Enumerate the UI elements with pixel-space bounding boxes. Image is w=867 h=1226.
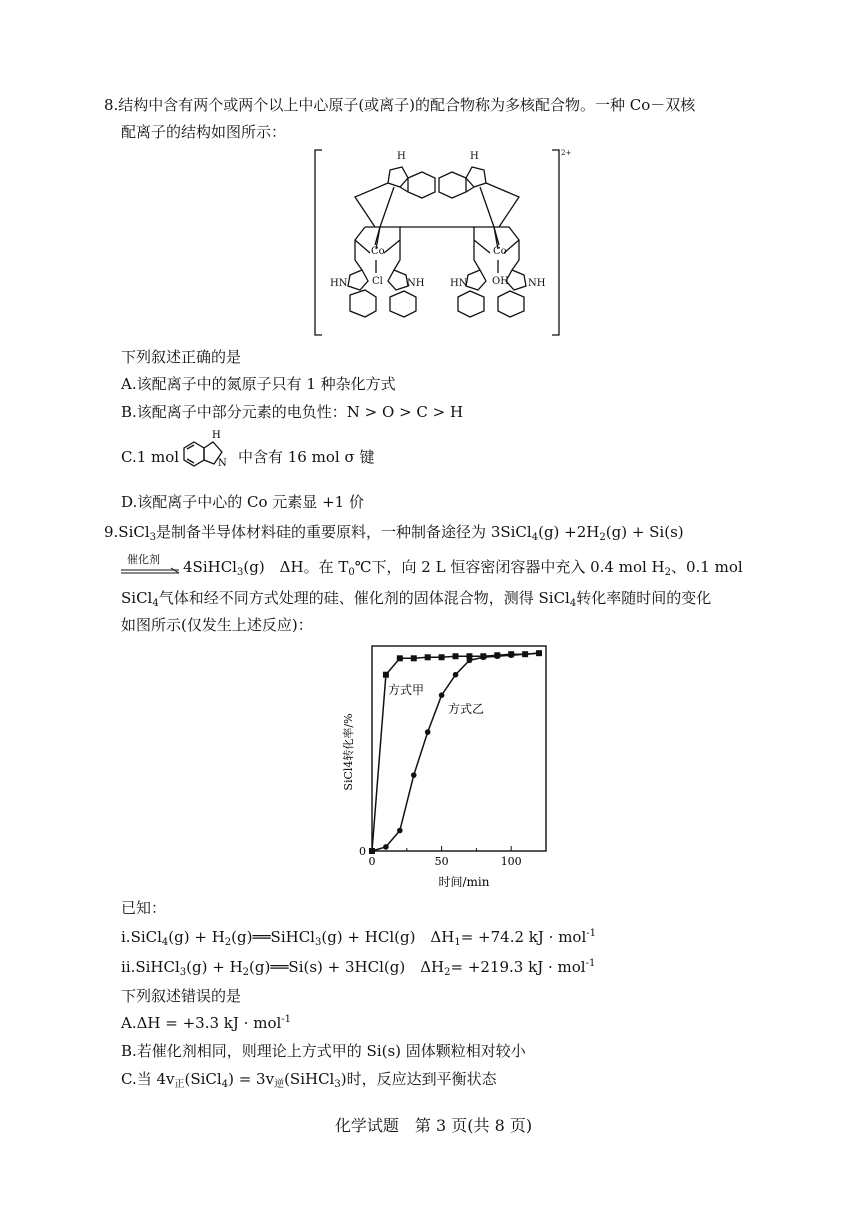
q8-stem-line2: 配离子的结构如图所示： [121, 123, 287, 141]
co-right: Co [493, 246, 507, 257]
co-binuclear-structure [310, 145, 580, 340]
series-1-point-5 [439, 692, 445, 698]
series-0-point-1 [383, 672, 389, 678]
x-tick-label-0: 0 [368, 855, 376, 868]
benzimidazole-icon [180, 428, 238, 478]
q9-eq2: ⅱ.SiHCl$_3$(g) + $H_2(g)══Si(s) + 3HCl(g)$ $\Delta H_2= +219.3$ kJ · mol$^{-1}$ [121, 958, 596, 978]
series-1-point-2 [397, 828, 403, 834]
series-1-point-1 [383, 844, 389, 850]
q9-stem-line2: 4SiHCl$_3$(g) ΔH。在 $T_0℃$下，向 2 L 恒容密闭容器中充入 0.4 mol $H_2$、0.1 mol [183, 558, 743, 578]
nh-mid-left: NH [407, 278, 425, 289]
series-0-point-6 [453, 653, 459, 659]
page-footer: 化学试题 第 3 页(共 8 页) [334, 1116, 533, 1135]
hn-mid-right: HN [450, 278, 468, 289]
q9-eq1: ⅰ.SiCl$_4$(g) + $H_2(g)══SiHCl_3(g) + HCl(g)$ $\Delta H_1= +74.2$ kJ · mol$^{-1}$ [121, 928, 596, 948]
q8-option-a: A.该配离子中的氮原子只有 1 种杂化方式 [121, 375, 396, 393]
oh-label: OH [492, 276, 509, 287]
q9-stem-line4: 如图所示(仅发生上述反应)： [121, 616, 313, 634]
y-axis-label: SiCl4转化率/% [342, 713, 355, 791]
series-1-point-6 [453, 672, 459, 678]
x-tick-label-1: 50 [434, 855, 449, 868]
series-1-point-12 [536, 650, 542, 656]
q9-stem-line3: SiCl$_4$气体和经不同方式处理的硅、催化剂的固体混合物，测得 SiCl$_4$转化率随时间的变化 [121, 589, 712, 609]
x-tick-label-2: 100 [500, 855, 522, 868]
atom-h-left: H [397, 151, 406, 162]
q9-stem-line1: 9.SiCl$_3$是制备半导体材料硅的重要原料，一种制备途径为 3SiCl$_4$(g) $+2H_2(g) + Si(s)$ [104, 523, 684, 543]
series-1-point-8 [481, 654, 487, 660]
q8-option-c-suffix: 中含有 16 mol σ 键 [238, 448, 375, 466]
q9-option-c: C.当 $4v_正(SiCl_4)$ = $3v_逆(SiHCl_3)$时，反应达到平衡状态 [121, 1070, 497, 1090]
cl-label: Cl [372, 276, 383, 287]
series-0-point-3 [411, 655, 417, 661]
series-1-point-4 [425, 729, 431, 735]
q8-option-d: D.该配离子中心的 Co 元素显 +1 价 [121, 493, 364, 511]
series-1-point-3 [411, 772, 417, 778]
nh-right: NH [528, 278, 546, 289]
series-1-point-7 [467, 658, 473, 664]
q9-option-b: B.若催化剂相同，则理论上方式甲的 Si(s) 固体颗粒相对较小 [121, 1042, 526, 1060]
benzimidazole-h: H [212, 430, 221, 441]
q8-prompt: 下列叙述正确的是 [121, 348, 242, 366]
q9-option-a: A.ΔH = +3.3 kJ · mol$^{-1}$ [121, 1014, 292, 1032]
co-left: Co [371, 246, 385, 257]
benzimidazole-n: N [218, 458, 227, 469]
hn-left: HN [330, 278, 348, 289]
x-axis-label: 时间/min [438, 875, 490, 889]
legend-jia: 方式甲 [388, 683, 425, 697]
catalyst-label: 催化剂 [127, 553, 160, 566]
series-1-point-10 [508, 652, 514, 658]
series-1-point-9 [494, 653, 500, 659]
series-1-point-0 [369, 848, 375, 854]
q9-known: 已知： [121, 899, 167, 917]
atom-h-right: H [470, 151, 479, 162]
series-0-point-5 [439, 654, 445, 660]
y-tick-label-0: 0 [359, 845, 366, 858]
q8-option-b: B.该配离子中部分元素的电负性：N > O > C > H [121, 403, 464, 421]
legend-yi: 方式乙 [448, 702, 485, 716]
q9-prompt: 下列叙述错误的是 [121, 987, 242, 1005]
ion-charge: 2+ [561, 149, 572, 157]
q8-option-c-prefix: C.1 mol [121, 448, 180, 466]
q8-stem-line1: 8.结构中含有两个或两个以上中心原子(或离子)的配合物称为多核配合物。一种 Co－双核 [104, 96, 696, 114]
catalyst-arrow [121, 555, 183, 583]
series-0-point-4 [425, 654, 431, 660]
conversion-chart [330, 640, 560, 895]
series-1-point-11 [522, 651, 528, 657]
series-0-point-2 [397, 655, 403, 661]
plot-frame [372, 646, 546, 851]
